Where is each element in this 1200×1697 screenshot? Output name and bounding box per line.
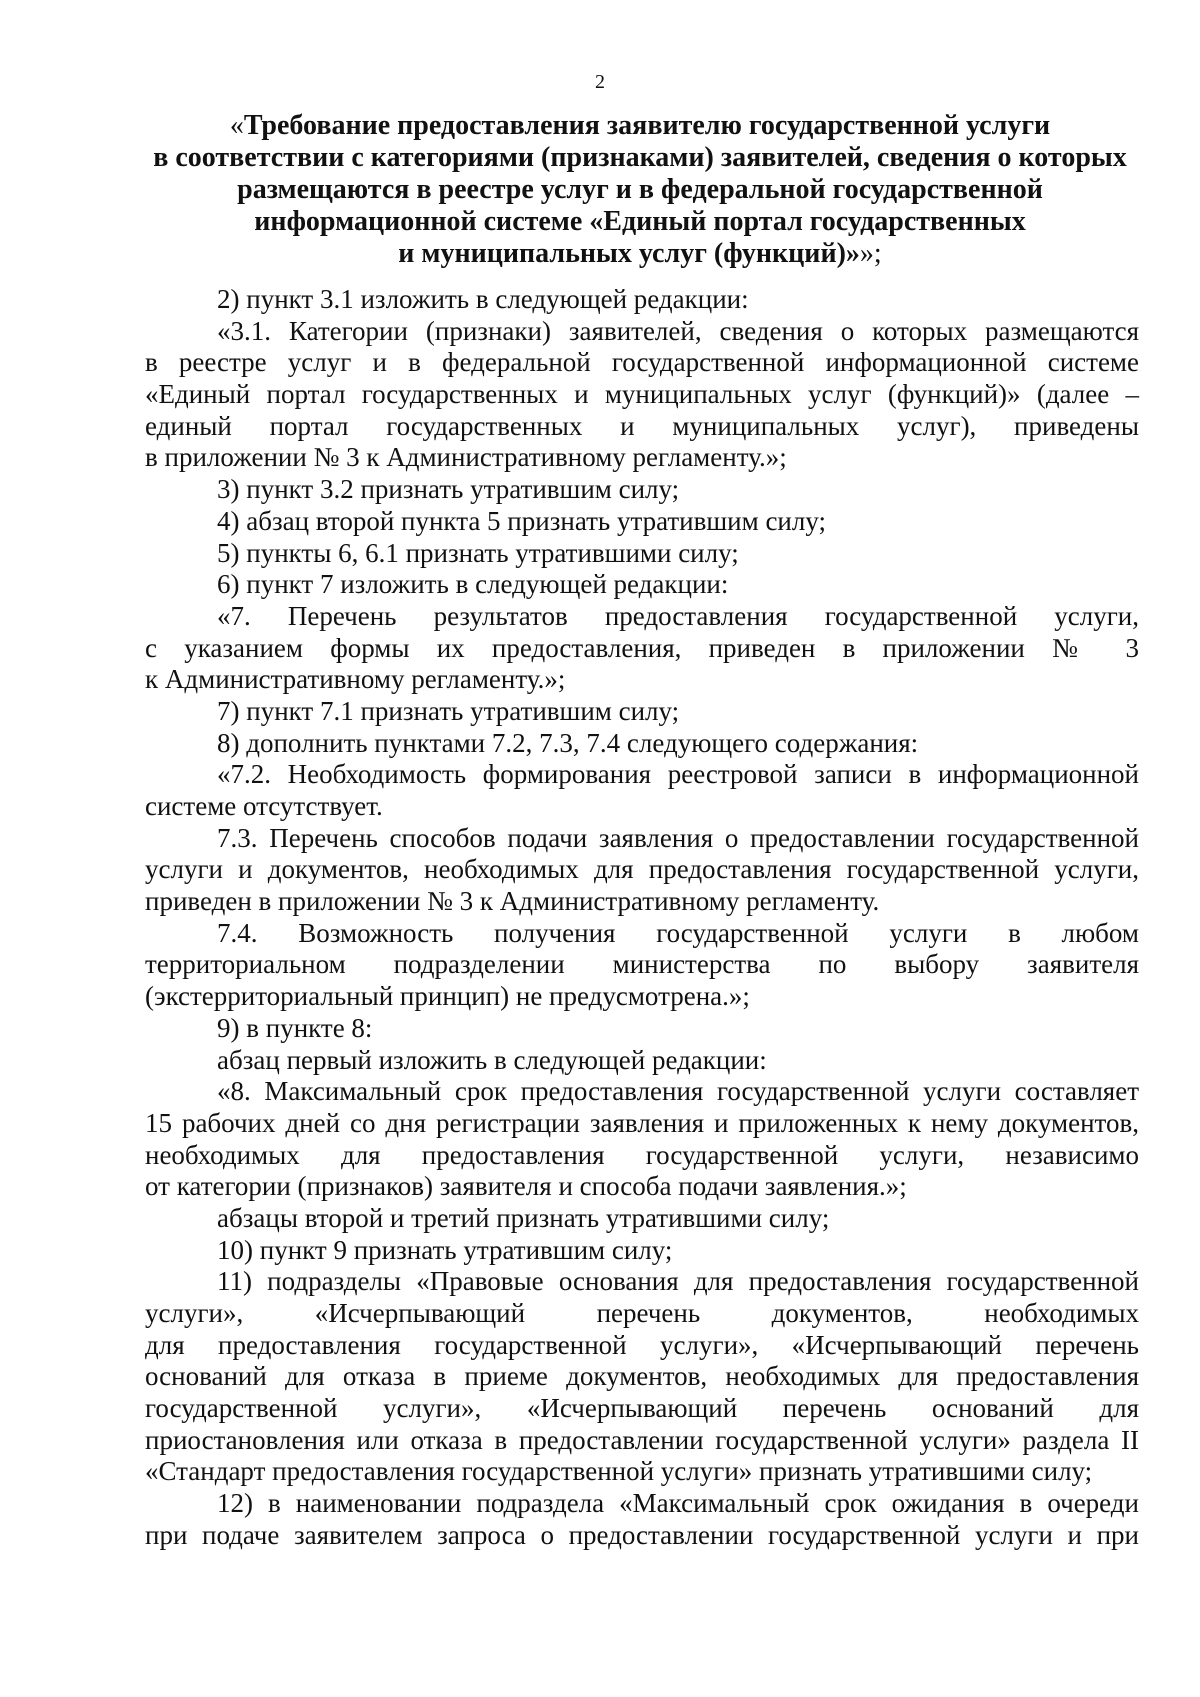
text-line: 12) в наименовании подраздела «Максимальный срок ожидания в очереди <box>217 1488 1139 1519</box>
text-line: государственной услуги», «Исчерпывающий перечень оснований для <box>145 1393 1139 1424</box>
heading-open-quote: « <box>229 110 244 141</box>
heading-line-5 <box>140 238 1140 270</box>
text-line: (экстерриториальный принцип) не предусмотрена.»; <box>145 981 750 1012</box>
text-line: «7.2. Необходимость формирования реестровой записи в информационной <box>217 759 1139 790</box>
text-line: 3) пункт 3.2 признать утратившим силу; <box>217 474 680 505</box>
text-line: необходимых для предоставления государственной услуги, независимо <box>145 1139 1139 1170</box>
text-line: 4) абзац второй пункта 5 признать утратившим силу; <box>217 505 827 536</box>
heading-line-1 <box>140 110 1140 142</box>
text-line: 8) дополнить пунктами 7.2, 7.3, 7.4 следующего содержания: <box>217 727 919 758</box>
text-line: 10) пункт 9 признать утратившим силу; <box>217 1234 673 1265</box>
text-line: 2) пункт 3.1 изложить в следующей редакции: <box>217 284 749 314</box>
text-line: единый портал государственных и муниципальных услуг), приведены <box>145 410 1139 441</box>
heading-close-punctuation: »; <box>859 238 882 269</box>
amendment-heading <box>140 110 1140 270</box>
heading-line-1-text: Требование предоставления заявителю государственной услуги <box>243 110 1051 141</box>
text-line: оснований для отказа в приеме документов, необходимых для предоставления <box>145 1361 1139 1392</box>
text-line: абзац первый изложить в следующей редакции: <box>217 1044 767 1075</box>
text-line: при подаче заявителем запроса о предоставлении государственной услуги и при <box>145 1519 1139 1550</box>
text-line: «Единый портал государственных и муниципальных услуг (функций)» (далее – <box>145 379 1139 410</box>
text-line: к Административному регламенту.»; <box>145 664 566 695</box>
text-line: системе отсутствует. <box>145 791 383 821</box>
text-line: 5) пункты 6, 6.1 признать утратившими силу; <box>217 537 739 568</box>
text-line: в приложении № 3 к Административному регламенту.»; <box>145 442 787 473</box>
heading-line-2: в соответствии с категориями (признаками) заявителей, сведения о которых <box>153 142 1127 173</box>
text-line: услуги и документов, необходимых для предоставления государственной услуги, <box>145 854 1139 885</box>
heading-line-3: размещаются в реестре услуг и в федеральной государственной <box>237 174 1043 205</box>
text-line: приостановления или отказа в предоставлении государственной услуги» раздела II <box>145 1424 1139 1455</box>
text-line: 7) пункт 7.1 признать утратившим силу; <box>217 695 680 726</box>
text-line: 7.3. Перечень способов подачи заявления о предоставлении государственной <box>217 822 1139 853</box>
page-number: 2 <box>595 71 605 93</box>
text-line: в реестре услуг и в федеральной государственной информационной системе <box>145 347 1139 378</box>
text-line: 7.4. Возможность получения государственной услуги в любом <box>217 917 1139 948</box>
text-line: с указанием формы их предоставления, приведен в приложении № 3 <box>145 632 1139 663</box>
text-line: приведен в приложении № 3 к Административному регламенту. <box>145 886 880 917</box>
text-line: 11) подразделы «Правовые основания для предоставления государственной <box>217 1266 1139 1297</box>
heading-line-4: информационной системе «Единый портал государственных <box>254 206 1026 237</box>
text-line: абзацы второй и третий признать утратившими силу; <box>217 1202 830 1233</box>
heading-line-5-text: и муниципальных услуг (функций)» <box>398 238 860 269</box>
text-line: услуги», «Исчерпывающий перечень документов, необходимых <box>145 1298 1139 1328</box>
document-body <box>145 284 1139 1552</box>
text-line: территориальном подразделении министерства по выбору заявителя <box>145 949 1139 980</box>
text-line: «3.1. Категории (признаки) заявителей, сведения о которых размещаются <box>217 315 1139 346</box>
text-line: «Стандарт предоставления государственной услуги» признать утратившими силу; <box>145 1456 1093 1487</box>
text-line: для предоставления государственной услуги», «Исчерпывающий перечень <box>145 1329 1139 1360</box>
text-line: 9) в пункте 8: <box>217 1012 373 1043</box>
text-line: 15 рабочих дней со дня регистрации заявления и приложенных к нему документов, <box>145 1107 1139 1138</box>
text-line: 6) пункт 7 изложить в следующей редакции: <box>217 569 729 600</box>
text-line: «8. Максимальный срок предоставления государственной услуги составляет <box>217 1076 1139 1107</box>
text-line: «7. Перечень результатов предоставления государственной услуги, <box>217 600 1139 631</box>
text-line: от категории (признаков) заявителя и способа подачи заявления.»; <box>145 1171 907 1202</box>
